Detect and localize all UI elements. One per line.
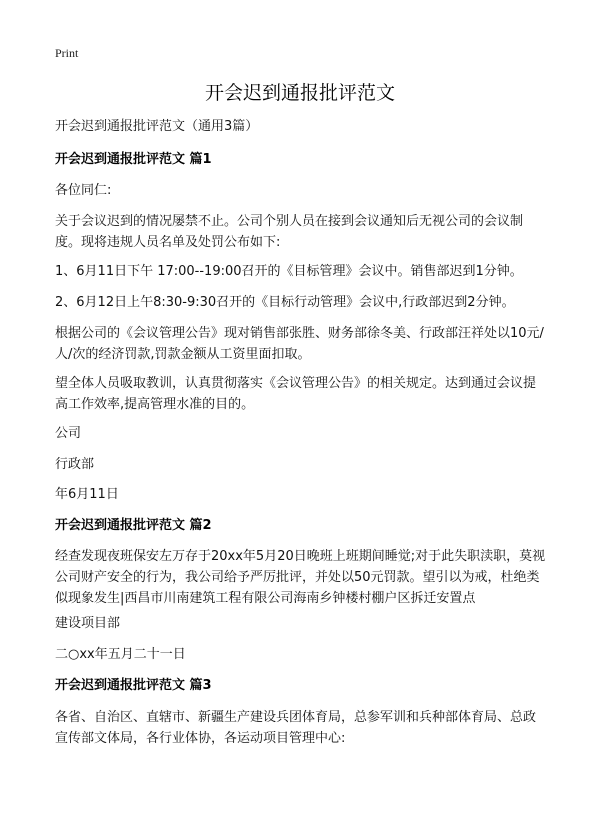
document-title: 开会迟到通报批评范文 [204,82,395,104]
document-subtitle: 开会迟到通报批评范文（通用3篇） [55,119,259,134]
section2-sign-date: 二○xx年五月二十一日 [55,647,186,662]
section2-sign-dept: 建设项目部 [55,616,121,631]
section1-intro: 关于会议迟到的情况屡禁不止。公司个别人员在接到会议通知后无视公司的会议制度。现将违规人员名单及处罚公布如下: [55,214,524,250]
section2-body: 经查发现夜班保安左万存于20xx年5月20日晚班上班期间睡觉;对于此失职渎职，莫视公司财产安全的行为，我公司给予严厉批评，并处以50元罚款。望引以为戒，杜绝类似现象发生|西昌市川南建筑工程有限公司海南乡钟楼村棚户区拆迁安置点 [55,549,546,606]
section1-sign-company: 公司 [55,426,82,441]
section3-heading: 开会迟到通报批评范文 篇3 [55,678,212,693]
print-label[interactable]: Print [55,46,79,60]
section1-greeting: 各位同仁: [55,183,112,198]
section2-heading: 开会迟到通报批评范文 篇2 [55,518,212,533]
section1-item1: 1、6月11日下午 17:00--19:00召开的《目标管理》会议中。销售部迟到1分钟。 [55,264,523,279]
section1-closing: 望全体人员吸取教训，认真贯彻落实《会议管理公告》的相关规定。达到通过会议提高工作效率,提高管理水准的目的。 [55,376,537,412]
section1-sign-date: 年6月11日 [55,487,119,502]
section1-sign-dept: 行政部 [55,457,95,472]
section1-penalty: 根据公司的《会议管理公告》现对销售部张胜、财务部徐冬美、行政部汪祥处以10元/人/次的经济罚款,罚款金额从工资里面扣取。 [55,326,544,362]
section1-item2: 2、6月12日上午8:30-9:30召开的《目标行动管理》会议中,行政部迟到2分钟。 [55,295,515,310]
section1-heading: 开会迟到通报批评范文 篇1 [55,152,212,167]
section3-body: 各省、自治区、直辖市、新疆生产建设兵团体育局，总参军训和兵种部体育局、总政宣传部文体局，各行业体协，各运动项目管理中心: [55,710,537,746]
